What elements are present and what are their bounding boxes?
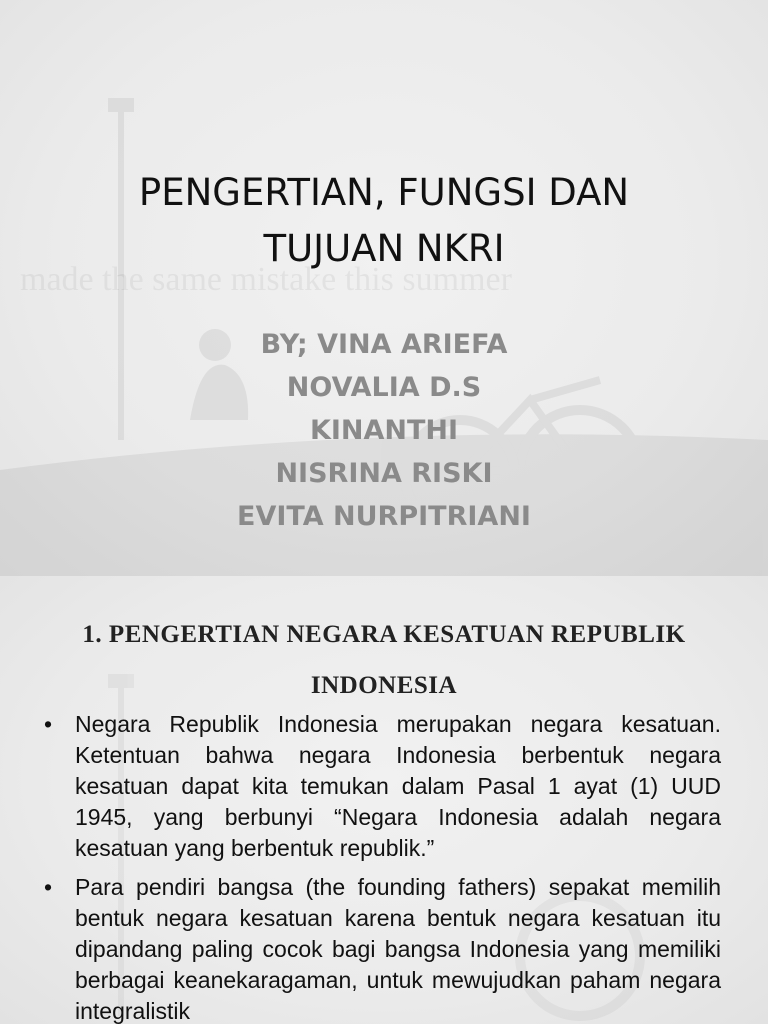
bullet-text: Negara Republik Indonesia merupakan negara kesatuan. Ketentuan bahwa negara Indonesia berbentuk negara kesatuan dapat kita temukan dalam Pasal 1 ayat (1) UUD 1945, yang berbunyi “Negara Indonesia adalah negara kesatuan yang berbentuk republik.”	[75, 711, 721, 861]
author-5: EVITA NURPITRIANI	[237, 501, 531, 532]
heading-line-2: INDONESIA	[310, 671, 458, 699]
bullet-list	[44, 709, 721, 1024]
author-4: NISRINA RISKI	[275, 458, 493, 489]
bullet-icon: •	[44, 711, 53, 737]
page-title	[60, 165, 708, 277]
bullet-text: Para pendiri bangsa (the founding fathers) sepakat memilih bentuk negara kesatuan karena bentuk negara kesatuan itu dipandang paling cocok bagi bangsa Indonesia yang memiliki berbagai keanekaragaman, untuk mewujudkan paham negara integralistik	[75, 874, 721, 1024]
author-list	[60, 323, 708, 538]
background-watermark-text: made the same mistake this summer	[20, 261, 512, 298]
section-heading	[30, 609, 738, 711]
title-line-2: TUJUAN NKRI	[263, 226, 505, 270]
author-2: NOVALIA D.S	[286, 372, 482, 403]
bullet-icon: •	[44, 874, 53, 900]
content-slide	[0, 576, 768, 1024]
author-3: KINANTHI	[309, 415, 459, 446]
list-item	[44, 872, 721, 1024]
author-1: BY; VINA ARIEFA	[260, 329, 508, 360]
list-item	[44, 709, 721, 864]
heading-line-1: 1. PENGERTIAN NEGARA KESATUAN REPUBLIK	[82, 620, 686, 648]
title-line-1: PENGERTIAN, FUNGSI DAN	[138, 170, 630, 214]
